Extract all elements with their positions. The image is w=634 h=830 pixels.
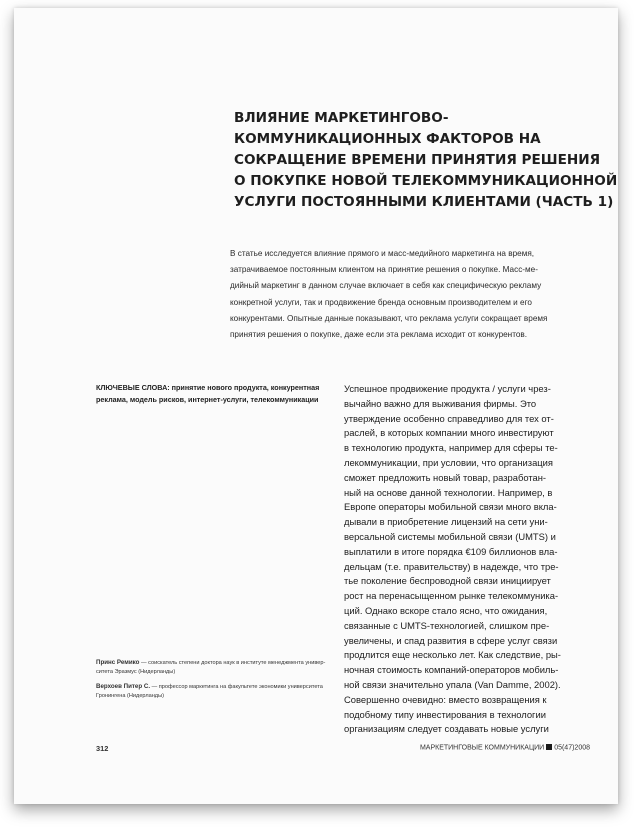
author-desc: — соискатель степени доктора наук в институте менеджмента универ-	[141, 660, 326, 666]
body-line: ный на основе данной технологии. Например, в	[344, 486, 553, 498]
body-line: рост на перенасыщенном рынке телекоммуника-	[344, 590, 559, 602]
body-line: выплатили в итоге порядка €109 биллионов вла-	[344, 545, 558, 557]
body-line: вычайно важно для выживания фирмы. Это	[344, 397, 537, 409]
body-line: утверждение особенно справедливо для тех от-	[344, 412, 554, 424]
journal-footer	[420, 744, 590, 752]
article-body	[344, 382, 614, 737]
body-line: дывали в приобретение лицензий на сети уни-	[344, 516, 548, 528]
body-line: сможет предложить новый товар, разработан-	[344, 471, 547, 483]
article-title	[234, 108, 618, 213]
keywords-text: принятие нового продукта, конкурентная	[171, 383, 320, 392]
body-line: ночная стоимость компаний-операторов мобиль-	[344, 664, 559, 676]
article-abstract	[230, 246, 604, 343]
body-line: продлится еще несколько лет. Как следствие, ры-	[344, 649, 561, 661]
abstract-line: В статье исследуется влияние прямого и масс-медийного маркетинга на время,	[230, 249, 535, 258]
body-line: ной связи значительно упала (Van Damme, 2002).	[344, 678, 561, 690]
title-line: О ПОКУПКЕ НОВОЙ ТЕЛЕКОММУНИКАЦИОННОЙ	[234, 173, 618, 189]
author-desc: — профессор маркетинга на факультете экономики университета	[151, 684, 323, 690]
title-line: КОММУНИКАЦИОННЫХ ФАКТОРОВ НА	[234, 131, 541, 147]
keywords-line	[96, 394, 346, 406]
abstract-line: конкретной услуги, так и продвижение бренда основным производителем и его	[230, 297, 532, 307]
journal-page	[14, 8, 618, 804]
body-line: Европе операторы мобильной связи много вкла-	[344, 501, 557, 513]
body-line: ций. Однако вскоре стало ясно, что ожидания,	[344, 604, 548, 616]
abstract-line: дийный маркетинг в данном случае включает в себя как специфическую рекламу	[230, 281, 542, 291]
body-line: Совершенно очевидно: вместо возвращения к	[344, 693, 547, 705]
page-number: 312	[96, 744, 109, 753]
abstract-line: принятия решения о покупке, даже если эта реклама исходит от конкурентов.	[230, 330, 528, 340]
author-name: Принс Ремико	[96, 659, 140, 666]
body-line: тье поколение беспроводной связи инициирует	[344, 575, 551, 587]
author-note	[96, 658, 346, 677]
body-line: лекоммуникации, при условии, что организация	[344, 456, 553, 468]
author-line	[96, 658, 346, 668]
body-line: дельцам (т.е. правительству) в надежде, что тре-	[344, 560, 559, 572]
author-note	[96, 682, 346, 701]
title-line: УСЛУГИ ПОСТОЯННЫМИ КЛИЕНТАМИ (ЧАСТЬ 1)	[234, 194, 614, 210]
square-bullet-icon	[546, 744, 552, 750]
author-name: Верхоев Питер С.	[96, 683, 151, 690]
author-line: ситета Эразмус (Нидерланды)	[96, 669, 176, 675]
keywords-line	[96, 382, 346, 394]
body-line: в технологию продукта, например для сферы те-	[344, 442, 558, 454]
title-line: ВЛИЯНИЕ МАРКЕТИНГОВО-	[234, 110, 449, 126]
author-line: Гронингена (Нидерланды)	[96, 693, 164, 699]
title-line: СОКРАЩЕНИЕ ВРЕМЕНИ ПРИНЯТИЯ РЕШЕНИЯ	[234, 152, 601, 168]
body-line: увеличены, и спад развития в сфере услуг связи	[344, 634, 558, 646]
body-line: версальной системы мобильной связи (UMTS) и	[344, 530, 556, 542]
keywords-block	[96, 382, 346, 405]
abstract-line: конкурентами. Опытные данные показывают, что реклама услуги сокращает время	[230, 313, 548, 323]
author-line	[96, 682, 346, 692]
body-line: организациям следует создавать новые услуги	[344, 723, 549, 735]
abstract-line: затрачиваемое постоянным клиентом на принятие решения о покупке. Масс-ме-	[230, 265, 538, 275]
body-line: подобному типу инвестирования в технологии	[344, 708, 546, 720]
body-line: связанные с UMTS-технологией, слишком пре-	[344, 619, 550, 631]
body-line: Успешное продвижение продукта / услуги чрез-	[344, 383, 551, 394]
body-line: раслей, в которых компании много инвестируют	[344, 427, 554, 439]
keywords-label: КЛЮЧЕВЫЕ СЛОВА:	[96, 383, 170, 392]
keywords-text: реклама, модель рисков, интернет-услуги, телекоммуникации	[96, 394, 319, 404]
journal-name: МАРКЕТИНГОВЫЕ КОММУНИКАЦИИ	[419, 744, 545, 752]
journal-issue: 05(47)2008	[554, 744, 590, 752]
